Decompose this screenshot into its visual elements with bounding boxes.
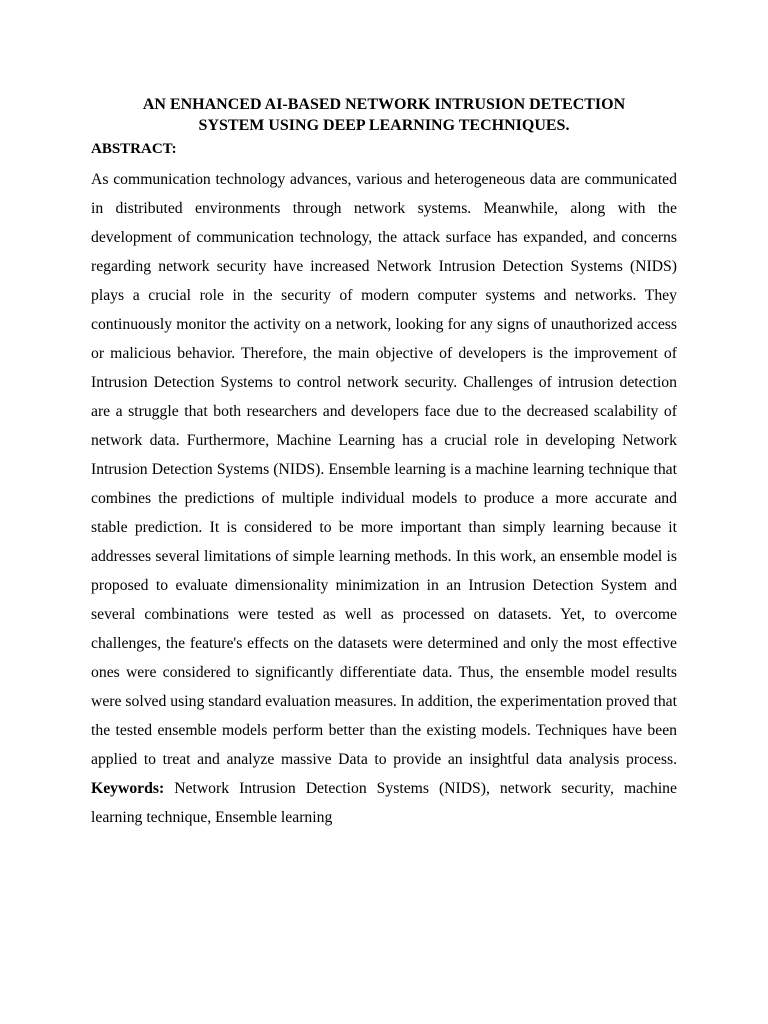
abstract-text: As communication technology advances, various and heterogeneous data are communicated in distributed environments through network systems. Meanwhile, along with the development of communication technology, the attack surface has expanded, and concerns regarding network security have increased Network Intrusion Detection Systems (NIDS) plays a crucial role in the security of modern computer systems and networks. They continuously monitor the activity on a network, looking for any signs of unauthorized access or malicious behavior. Therefore, the main objective of developers is the improvement of Intrusion Detection Systems to control network security. Challenges of intrusion detection are a struggle that both researchers and developers face due to the decreased scalability of network data. Furthermore, Machine Learning has a crucial role in developing Network Intrusion Detection Systems (NIDS). Ensemble learning is a machine learning technique that combines the predictions of multiple individual models to produce a more accurate and stable prediction. It is considered to be more important than simply learning because it addresses several limitations of simple learning methods. In this work, an ensemble model is proposed to evaluate dimensionality minimization in an Intrusion Detection System and several combinations were tested as well as processed on datasets. Yet, to overcome challenges, the feature's effects on the datasets were determined and only the most effective ones were considered to significantly differentiate data. Thus, the ensemble model results were solved using standard evaluation measures. In addition, the experimentation proved that the tested ensemble models perform better than the existing models. Techniques have been applied to treat and analyze massive Data to provide an insightful data analysis process. bbox=[91, 171, 677, 768]
keywords-paragraph bbox=[91, 774, 677, 832]
title-line-2: SYSTEM USING DEEP LEARNING TECHNIQUES. bbox=[198, 117, 570, 134]
title-line-1: AN ENHANCED AI-BASED NETWORK INTRUSION DETECTION bbox=[142, 96, 626, 113]
paper-page bbox=[91, 94, 677, 832]
abstract-heading: ABSTRACT: bbox=[91, 141, 177, 157]
keywords-label: Keywords: bbox=[91, 780, 165, 797]
paper-title bbox=[91, 94, 677, 136]
keywords-text: Network Intrusion Detection Systems (NIDS), network security, machine learning technique, Ensemble learning bbox=[91, 780, 677, 826]
